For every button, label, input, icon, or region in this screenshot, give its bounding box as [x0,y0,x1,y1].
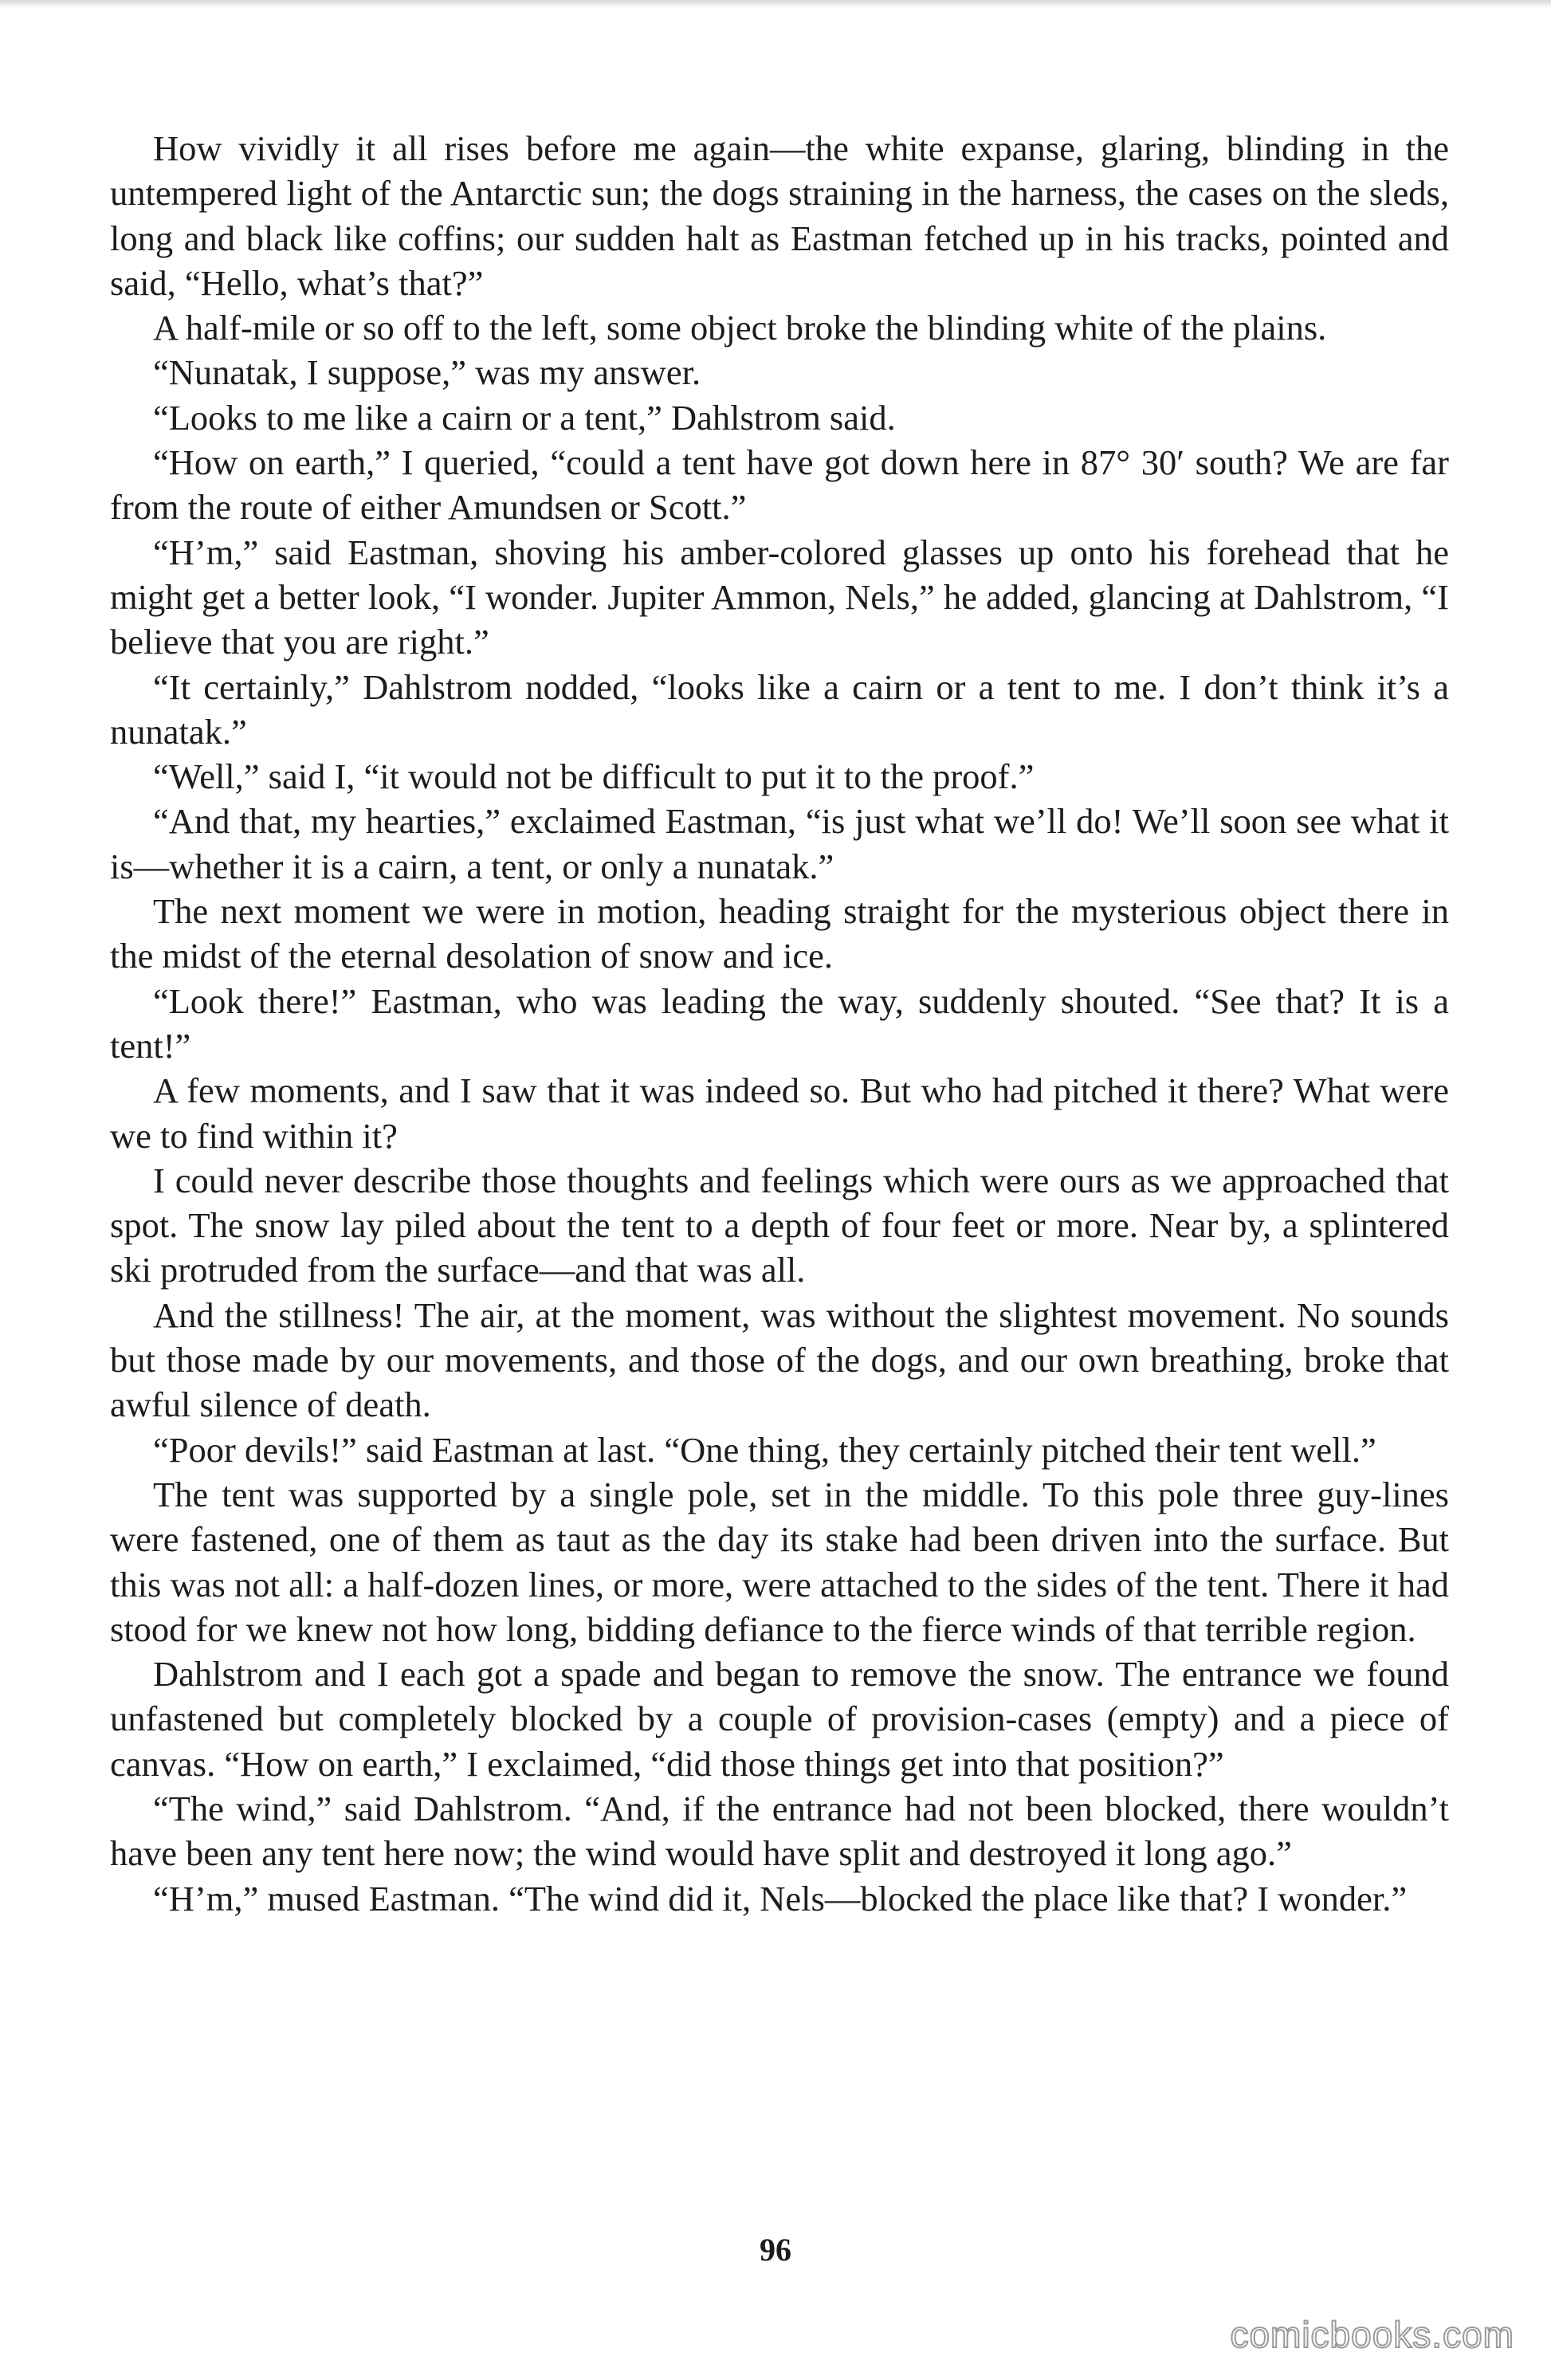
paragraph: “Look there!” Eastman, who was leading the way, suddenly shouted. “See that? It is a tent!” [110,980,1449,1066]
paragraph: A few moments, and I saw that it was indeed so. But who had pitched it there? What were we to find within it? [110,1070,1449,1156]
paragraph: How vividly it all rises before me again—the white expanse, glaring, blinding in the untempered light of the Antarctic sun; the dogs straining in the harness, the cases on the sleds, long and black like coffins; our sudden halt as Eastman fetched up in his tracks, pointed and said, “Hello, what’s that?” [110,128,1449,303]
paragraph: “Looks to me like a cairn or a tent,” Dahlstrom said. [153,397,896,438]
story-text [110,126,1449,1921]
paragraph: “Nunatak, I suppose,” was my answer. [153,352,701,393]
paragraph: “Poor devils!” said Eastman at last. “One thing, they certainly pitched their tent well.” [153,1429,1376,1470]
page-number: 96 [760,2232,791,2268]
paragraph: “H’m,” mused Eastman. “The wind did it, Nels—blocked the place like that? I wonder.” [153,1878,1408,1919]
paragraph: The tent was supported by a single pole, set in the middle. To this pole three guy-lines were fastened, one of them as taut as the day its stake had been driven into the surface. But this was not all: a half-dozen lines, or more, were attached to the sides of the tent. There it had stood for we knew not how long, bidding defiance to the fierce winds of that terrible region. [110,1474,1449,1649]
paragraph: A half-mile or so off to the left, some object broke the blinding white of the plains. [153,308,1327,348]
paragraph: “It certainly,” Dahlstrom nodded, “looks like a cairn or a tent to me. I don’t think it’s a nunatak.” [110,666,1449,752]
paragraph: “And that, my hearties,” exclaimed Eastman, “is just what we’ll do! We’ll soon see what it is—whether it is a cairn, a tent, or only a nunatak.” [110,801,1449,886]
site-watermark: comicbooks.com [1230,2314,1514,2355]
paragraph: The next moment we were in motion, heading straight for the mysterious object there in the midst of the eternal desolation of snow and ice. [110,891,1449,976]
paragraph: Dahlstrom and I each got a spade and began to remove the snow. The entrance we found unfastened but completely blocked by a couple of provision-cases (empty) and a piece of canvas. “How on earth,” I exclaimed, “did those things get into that position?” [110,1654,1449,1784]
paragraph: I could never describe those thoughts and feelings which were ours as we approached that spot. The snow lay piled about the tent to a depth of four feet or more. Near by, a splintered ski protruded from the surface—and that was all. [110,1160,1449,1290]
paragraph: “The wind,” said Dahlstrom. “And, if the entrance had not been blocked, there wouldn’t have been any tent here now; the wind would have split and destroyed it long ago.” [110,1788,1449,1874]
paragraph: “Well,” said I, “it would not be difficult to put it to the proof.” [153,756,1035,797]
paragraph: “H’m,” said Eastman, shoving his amber-colored glasses up onto his forehead that he might get a better look, “I wonder. Jupiter Ammon, Nels,” he added, glancing at Dahlstrom, “I believe that you are right.” [110,532,1449,662]
paragraph: And the stillness! The air, at the moment, was without the slightest movement. No sounds but those made by our movements, and those of the dogs, and our own breathing, broke that awful silence of death. [110,1294,1449,1425]
scan-edge [0,0,1551,8]
paragraph: “How on earth,” I queried, “could a tent have got down here in 87° 30′ south? We are far from the route of either Amundsen or Scott.” [110,442,1449,528]
